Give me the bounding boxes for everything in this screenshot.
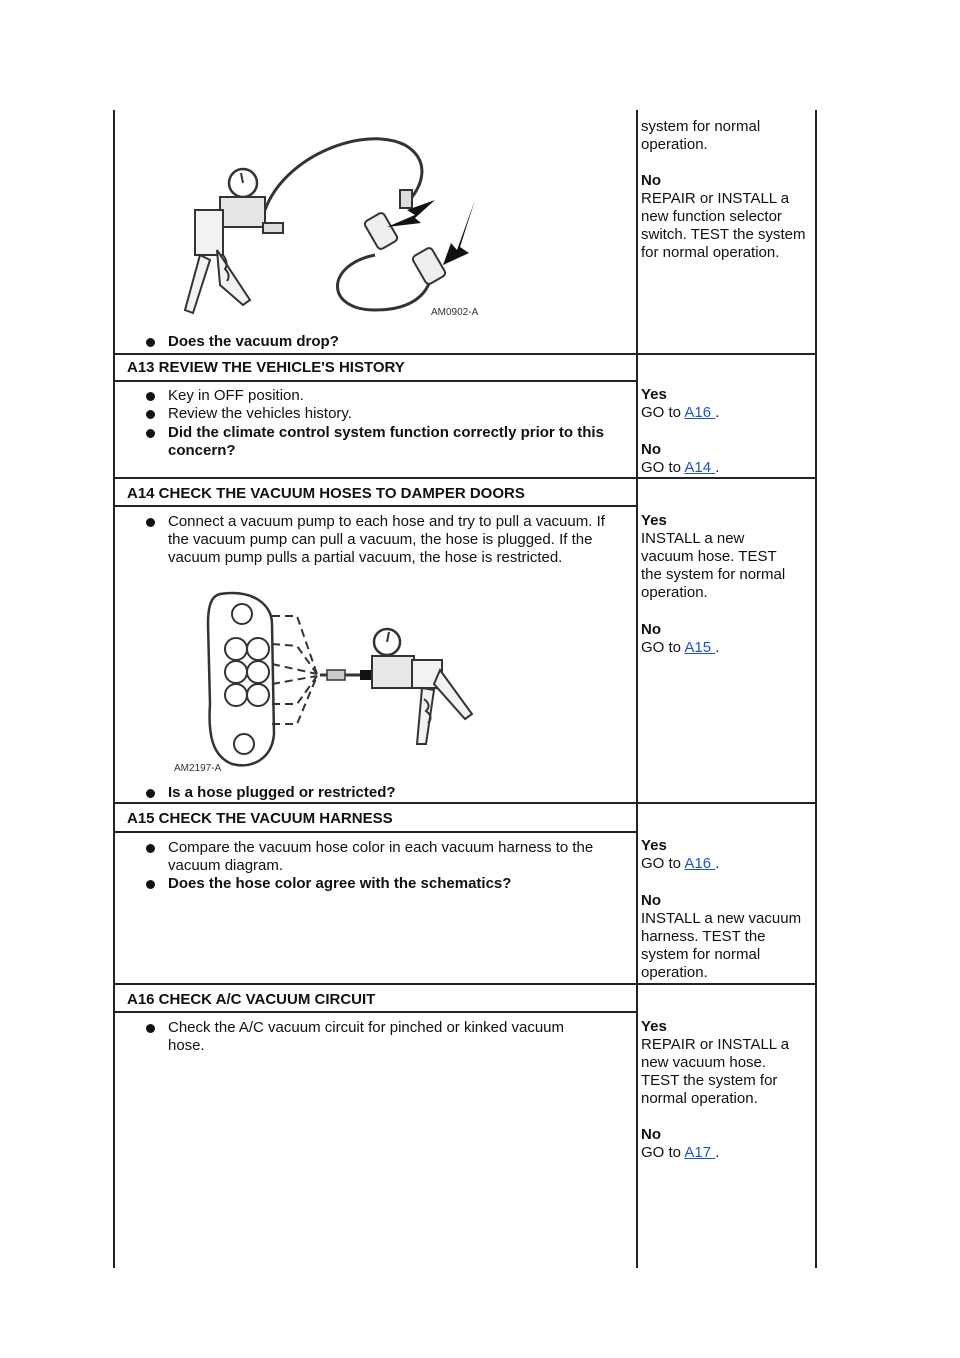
step-text: Key in OFF position. — [168, 387, 304, 404]
no-label: No — [641, 892, 661, 909]
link-a16[interactable]: A16 — [684, 404, 716, 421]
row-divider — [113, 353, 817, 355]
step-text: Connect a vacuum pump to each hose and try to pull a vacuum. If the vacuum pump can pull a vacuum, the hose is plugged. If the vacuum pump pulls a partial vacuum, the hose is restricted. — [168, 513, 605, 566]
step-text: Review the vehicles history. — [168, 405, 352, 422]
no-text: REPAIR or INSTALL a new function selector switch. TEST the system for normal operation. — [641, 190, 806, 261]
yes-goto: GO to A16 . — [641, 404, 720, 421]
bullet-icon — [146, 518, 155, 527]
goto-text: GO to — [641, 404, 682, 421]
list-item — [146, 513, 626, 569]
bullet-icon — [146, 392, 155, 401]
question-text: Is a hose plugged or restricted? — [168, 784, 396, 801]
bullet-icon — [146, 410, 155, 419]
no-goto: GO to A17 . — [641, 1144, 720, 1161]
header-divider — [113, 505, 636, 507]
list-item — [146, 839, 626, 875]
yes-label: Yes — [641, 512, 667, 529]
question-text: Did the climate control system function correctly prior to this concern? — [168, 424, 604, 459]
step-header: A16 CHECK A/C VACUUM CIRCUIT — [127, 991, 376, 1008]
figure-label: AM2197-A — [174, 763, 222, 774]
table-middle-border — [636, 110, 638, 1268]
table-left-border — [113, 110, 115, 1268]
no-label: No — [641, 441, 661, 458]
step-text: Check the A/C vacuum circuit for pinched or kinked vacuum hose. — [168, 1019, 565, 1054]
figure-label: AM0902-A — [431, 307, 479, 318]
bullet-icon — [146, 338, 155, 347]
damper-vacuum-test-illustration — [172, 584, 482, 774]
row-divider — [113, 983, 817, 985]
step-text: Compare the vacuum hose color in each vacuum harness to the vacuum diagram. — [168, 839, 594, 874]
bullet-icon — [146, 844, 155, 853]
yes-text: REPAIR or INSTALL a new vacuum hose. TEST the system for normal operation. — [641, 1036, 790, 1107]
no-text: INSTALL a new vacuum harness. TEST the system for normal operation. — [641, 910, 802, 981]
bullet-icon — [146, 789, 155, 798]
yes-goto: GO to A16 . — [641, 855, 720, 872]
yes-label: Yes — [641, 1018, 667, 1035]
yes-text: INSTALL a new vacuum hose. TEST the system for normal operation. — [641, 530, 786, 601]
bullet-icon — [146, 880, 155, 889]
link-a16[interactable]: A16 — [684, 855, 716, 872]
yes-label: Yes — [641, 386, 667, 403]
link-a14[interactable]: A14 — [684, 459, 716, 476]
no-label: No — [641, 621, 661, 638]
yes-label: Yes — [641, 837, 667, 854]
row-divider — [113, 477, 817, 479]
list-item — [146, 424, 626, 460]
no-goto: GO to A14 . — [641, 459, 720, 476]
header-divider — [113, 380, 636, 382]
no-label: No — [641, 1126, 661, 1143]
result-yes-tail: system for normal operation. — [641, 118, 761, 153]
header-divider — [113, 831, 636, 833]
goto-text: GO to — [641, 855, 682, 872]
link-a17[interactable]: A17 — [684, 1144, 716, 1161]
step-header: A15 CHECK THE VACUUM HARNESS — [127, 810, 393, 827]
goto-text: GO to — [641, 459, 682, 476]
bullet-icon — [146, 429, 155, 438]
bullet-icon — [146, 1024, 155, 1033]
table-right-border — [815, 110, 817, 1268]
question-text: Does the hose color agree with the schematics? — [168, 875, 512, 892]
vacuum-pump-hose-illustration — [175, 115, 495, 325]
goto-text: GO to — [641, 1144, 682, 1161]
goto-text: GO to — [641, 639, 682, 656]
step-header: A14 CHECK THE VACUUM HOSES TO DAMPER DOORS — [127, 485, 525, 502]
question-text: Does the vacuum drop? — [168, 333, 339, 350]
step-header: A13 REVIEW THE VEHICLE'S HISTORY — [127, 359, 405, 376]
no-label: No — [641, 172, 661, 189]
link-a15[interactable]: A15 — [684, 639, 716, 656]
row-divider — [113, 802, 817, 804]
list-item — [146, 1019, 626, 1055]
no-goto: GO to A15 . — [641, 639, 720, 656]
header-divider — [113, 1011, 636, 1013]
